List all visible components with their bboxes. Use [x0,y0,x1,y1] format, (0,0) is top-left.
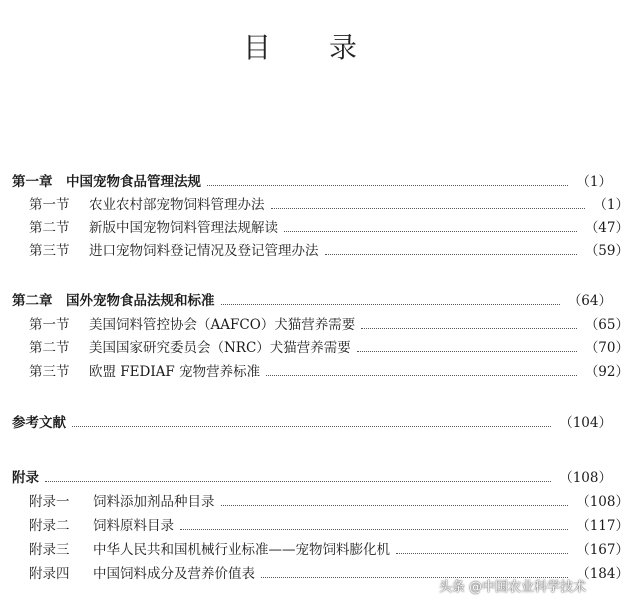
toc-section-1-1[interactable] [0,195,641,215]
toc-section-page: （70） [584,340,629,356]
toc-references-page: （104） [559,415,612,431]
toc-section-title: 美国国家研究委员会（NRC）犬猫营养需要 [89,340,351,356]
toc-chapter-1-title: 第一章 中国宠物食品管理法规 [12,174,201,190]
toc-section-page: （47） [584,220,629,236]
toc-section-number: 第二节 [29,340,70,356]
toc-section-number: 第一节 [29,197,70,213]
toc-section-title: 新版中国宠物饲料管理法规解读 [89,220,278,236]
toc-section-number: 第二节 [29,220,70,236]
toc-appendix-title: 饲料添加剂品种目录 [93,494,215,510]
toc-references-title: 参考文献 [12,415,66,431]
toc-section-page: （65） [584,317,629,333]
toc-section-1-2[interactable] [0,218,641,238]
toc-chapter-2-title: 第二章 国外宠物食品法规和标准 [12,293,215,309]
toc-appendix-page: （108） [576,494,629,510]
toc-section-page: （59） [584,243,629,259]
leader-dots [396,553,568,554]
leader-dots [221,304,560,305]
toc-appendix-number: 附录二 [29,518,70,534]
leader-dots [207,185,568,186]
toc-section-number: 第一节 [29,317,70,333]
leader-dots [45,481,551,482]
leader-dots [357,351,577,352]
toc-section-title: 欧盟 FEDIAF 宠物营养标准 [89,364,261,380]
toc-section-title: 进口宠物饲料登记情况及登记管理办法 [89,243,319,259]
leader-dots [325,254,577,255]
toc-appendix-number: 附录三 [29,542,70,558]
leader-dots [271,208,586,209]
toc-chapter-1-page: （1） [576,174,612,190]
toc-chapter-2-page: （64） [567,293,612,309]
toc-chapter-1[interactable] [0,172,624,192]
toc-section-title: 农业农村部宠物饲料管理办法 [89,197,265,213]
toc-section-page: （1） [593,197,629,213]
toc-section-number: 第三节 [29,364,70,380]
toc-appendix-title: 附录 [12,470,39,486]
watermark: 头条 @中国农业科学技术 [438,580,586,595]
toc-chapter-2[interactable] [0,291,624,311]
toc-section-1-3[interactable] [0,241,641,261]
leader-dots [221,505,569,506]
toc-section-2-3[interactable] [0,362,641,382]
leader-dots [72,426,551,427]
toc-appendix-number: 附录四 [29,566,70,582]
leader-dots [284,231,577,232]
toc-appendix-2[interactable] [0,516,641,536]
toc-appendix-page: （167） [576,542,629,558]
toc-section-number: 第三节 [29,243,70,259]
toc-appendix-1[interactable] [0,492,641,512]
leader-dots [361,328,577,329]
toc-appendix-number: 附录一 [29,494,70,510]
toc-appendix-title: 饲料原料目录 [93,518,174,534]
toc-appendix-3[interactable] [0,540,641,560]
toc-appendix-page: （117） [576,518,629,534]
toc-section-2-2[interactable] [0,338,641,358]
toc-section-title: 美国饲料管控协会（AAFCO）犬猫营养需要 [89,317,356,333]
leader-dots [180,529,568,530]
toc-appendix-page: （108） [559,470,612,486]
toc-appendix-title: 中国饲料成分及营养价值表 [93,566,255,582]
toc-references[interactable] [0,413,624,433]
toc-section-page: （92） [584,364,629,380]
toc-section-2-1[interactable] [0,315,641,335]
toc-appendix[interactable] [0,468,624,488]
toc-appendix-title: 中华人民共和国机械行业标准——宠物饲料膨化机 [93,542,390,558]
toc-appendix-page: （184） [576,566,629,582]
leader-dots [266,375,577,376]
page-title: 目录 [242,31,415,64]
